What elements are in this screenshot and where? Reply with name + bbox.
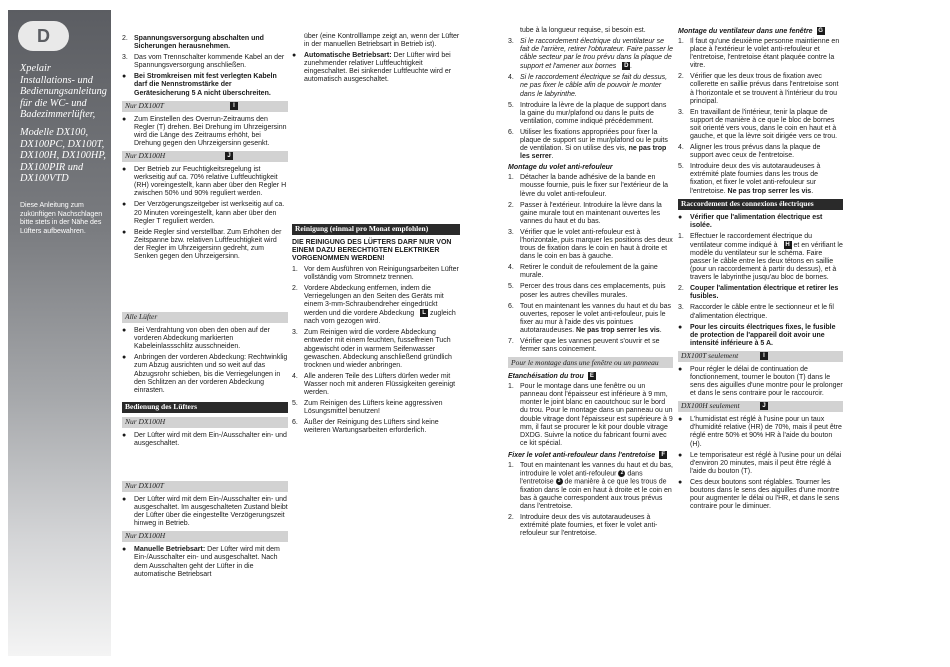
list-item: ● Der Verzögerungszeitgeber ist werkseitig auf ca. 20 Minuten voreingestellt, kann aber über den Regler T reguliert werden. bbox=[122, 201, 285, 225]
bullet-icon: ● bbox=[122, 166, 127, 174]
column-2 bbox=[292, 33, 460, 438]
list-item: ● Zum Einstellen des Overrun-Zeitraums den Regler (T) drehen. Bei Drehung im Uhrzeigersinn wird die Länge des Zeitraums erhöht, bei Drehung gegen den Uhrzeigersinn gesenkt. bbox=[122, 115, 287, 147]
figure-ref-icon: G bbox=[818, 28, 823, 34]
list-item: 3. Vérifier que le volet anti-refouleur est à l'horizontale, puis marquer les positions des deux trous de fixation dans le coin en haut à droite et dans le coin en bas à gauche. bbox=[508, 228, 673, 261]
sidebar-panel bbox=[8, 10, 111, 656]
list-item: 5. Introduire deux des vis autotaraudeuses à extrémité plate fournies dans les trous de fixation, et fixer le volet anti-refouleur sur l'entretoise. Ne pas trop serrer les vis. bbox=[678, 163, 821, 195]
column-4 bbox=[678, 27, 843, 514]
list-item: 2. Passer à l'extérieur. Introduire la lèvre dans la gaine murale tout en maintenant ouvertes les vannes du haut et du bas. bbox=[508, 201, 662, 225]
cleaning-warning: DIE REINIGUNG DES LÜFTERS DARF NUR VON EINEM DAZU BERECHTIGTEN ELEKTRIKER VORGENOMMEN WERDEN! bbox=[292, 238, 452, 262]
figure-ref-icon: H bbox=[785, 241, 790, 248]
list-item: ● Bei Verdrahtung von oben den oben auf der vorderen Abdeckung markierten Kabeleinlassschlitz ausschneiden. bbox=[122, 327, 270, 351]
list-item: ● Der Lüfter wird mit dem Ein-/Ausschalter ein- und ausgeschaltet. Im ausgeschalteten Zustand bleibt der Lüfter über die eingestellte Verzögerungszeit hinweg in Betrieb. bbox=[122, 496, 288, 528]
callout-3-icon: 3 bbox=[556, 478, 563, 485]
section-label-nur-dx100t: Nur DX100T I bbox=[122, 101, 288, 112]
keep-note: Diese Anleitung zum zukünftigen Nachschlagen bitte stets in der Nähe des Lüfters aufbewahren. bbox=[20, 202, 103, 235]
title-line: DX100H, DX100HP, bbox=[20, 150, 106, 162]
list-item: 4. Alle anderen Teile des Lüfters dürfen weder mit Wasser noch mit anderen Flüssigkeiten gereinigt werden. bbox=[292, 372, 456, 396]
section-label-dx100h-seulement: DX100H seulement J bbox=[678, 401, 843, 412]
subsection-title: Etanchéisation du trou E bbox=[508, 373, 594, 381]
bullet-icon: ● bbox=[678, 416, 683, 424]
list-item: ● Le temporisateur est réglé à l'usine pour un délai d'environ 20 minutes, mais il peut être réglé à l'aide du bouton (T). bbox=[678, 451, 842, 475]
section-label-nur-dx100h: Nur DX100H bbox=[122, 417, 288, 428]
list-item: ● Pour les circuits électriques fixes, le fusible de protection de l'appareil doit avoir une intensité inférieure à 5 A. bbox=[678, 323, 836, 347]
list-item: 3. Das vom Trennschalter kommende Kabel an der Spannungsversorgung anschließen. bbox=[122, 54, 285, 70]
section-label-nur-dx100t: Nur DX100T bbox=[122, 481, 288, 492]
bullet-icon: ● bbox=[678, 213, 683, 221]
list-item: ● Der Lüfter wird mit dem Ein-/Ausschalter ein- und ausgeschaltet. bbox=[122, 431, 287, 447]
list-item: 3. Zum Reinigen wird die vordere Abdeckung entweder mit einem feuchten, fusselfreien Tuch abgewischt oder in warmem Seifenwasser gewaschen. Abdeckung anschließend gründlich trocknen und wieder anbringen. bbox=[292, 329, 452, 369]
list-item: tube à la longueur requise, si besoin est. bbox=[520, 27, 646, 34]
title-line: Bedienungsanleitung bbox=[20, 86, 107, 98]
bullet-icon: ● bbox=[678, 323, 683, 331]
list-item: 4. Retirer le conduit de refoulement de la gaine murale. bbox=[508, 264, 658, 280]
section-label-fenetre: Pour le montage dans une fenêtre ou un panneau bbox=[508, 357, 673, 368]
figure-ref-icon: E bbox=[589, 373, 594, 380]
section-label-nur-dx100h: Nur DX100H bbox=[122, 531, 288, 542]
column-1 bbox=[122, 35, 288, 582]
backdraught-steps bbox=[508, 174, 673, 354]
list-item: ● L'humidistat est réglé à l'usine pour un taux d'humidité relative (HR) de 70%, mais il peut être réglé entre 50% et 90% HR à l'aide du bouton (H). bbox=[678, 416, 842, 448]
figure-ref-icon: I bbox=[230, 102, 238, 110]
bullet-icon: ● bbox=[122, 496, 127, 503]
list-item: über (eine Kontrolllampe zeigt an, wenn der Lüfter in der manuellen Betriebsart in Betrieb ist). bbox=[304, 33, 460, 49]
list-item: ● Beide Regler sind verstellbar. Zum Erhöhen der Zeitspanne bzw. relativen Luftfeuchtigkeit wird der Regler im Uhrzeigersinn gedreht, zum Senken gegen den Uhrzeigersinn. bbox=[122, 228, 282, 260]
list-item: ● Vérifier que l'alimentation électrique est isolée. bbox=[678, 213, 823, 229]
humidity-list bbox=[122, 166, 288, 261]
list-item: 1. Tout en maintenant les vannes du haut et du bas, introduire le volet anti-refouleur 2 dans l'entretoise 3 de manière à ce que les trous de fixation dans le coin en haut à droite et le coin en bas à gauche correspondent aux trous prévus dans l'entretoise. bbox=[508, 461, 673, 510]
bullet-icon: ● bbox=[122, 228, 127, 236]
list-item: 5. Percer des trous dans ces emplacements, puis poser les autres chevilles murales. bbox=[508, 283, 666, 299]
window-steps bbox=[678, 38, 843, 196]
section-header-raccordement: Raccordement des connexions électriques bbox=[678, 199, 843, 210]
title-line: Badezimmerlüfter, bbox=[20, 109, 96, 121]
list-item: 3. En travaillant de l'intérieur, tenir la plaque de support de manière à ce que le bloc de bornes soit orienté vers vous, dans le coin en haut et à gauche, et que la lèvre soit dirigée vers ce trou. bbox=[678, 108, 838, 140]
section-header-bedienung: Bedienung des Lüfters bbox=[122, 402, 288, 413]
list-item: 2. Couper l'alimentation électrique et retirer les fusibles. bbox=[678, 285, 839, 301]
list-item: 3. Raccorder le câble entre le sectionneur et le fil d'alimentation électrique. bbox=[678, 304, 834, 320]
bullet-icon: ● bbox=[678, 451, 683, 459]
list-item: ● Bei Stromkreisen mit fest verlegten Kabeln darf die Nennstromstärke der Gerätesicherung 5 A nicht überschreiten. bbox=[122, 73, 277, 97]
section-header-reinigung: Reinigung (einmal pro Monat empfohlen) bbox=[292, 224, 460, 235]
list-item: 1. Pour le montage dans une fenêtre ou un panneau dont l'épaisseur est inférieure à 9 mm, monter le joint blanc en caoutchouc sur le bord du trou. Pour le montage dans un panneau ou un double vitrage dont l'épaisseur est supérieure à 9 mm, il faut se procurer le kit pour double vitrage DXDG. Suivre la notice du fabricant fourni avec ce kit spécial. bbox=[508, 383, 673, 447]
cleaning-steps bbox=[292, 266, 460, 436]
power-steps bbox=[122, 35, 288, 98]
list-item: ● Anbringen der vorderen Abdeckung: Rechtwinklig zum Abzug ausrichten und so weit auf das Abzugsrohr schieben, bis die Verriegelungen in den Schlitzen an der vorderen Abdeckung einrasten. bbox=[122, 354, 288, 394]
list-item: ● Ces deux boutons sont réglables. Tourner les boutons dans le sens des aiguilles d'une montre pour augmenter le délai ou l'HR, et dans le sens contraire pour le diminuer. bbox=[678, 478, 840, 511]
title-line: Xpelair bbox=[20, 63, 51, 74]
callout-2-icon: 2 bbox=[618, 470, 625, 477]
list-item: 6. Äußer der Reinigung des Lüfters sind keine weiteren Wartungsarbeiten erforderlich. bbox=[292, 419, 439, 435]
list-item: 5. Zum Reinigen des Lüfters keine aggressiven Lösungsmittel benutzen! bbox=[292, 400, 443, 416]
list-item: ● Der Betrieb zur Feuchtigkeitsregelung ist werkseitig auf ca. 70% relative Luftfeuchtigkeit (RH) voreingestellt, kann aber über den Regler H zwischen 50% und 90% reguliert werden. bbox=[122, 166, 287, 198]
bullet-icon: ● bbox=[122, 546, 127, 554]
subsection-title: Fixer le volet anti-refouleur dans l'entretoise F bbox=[508, 451, 673, 460]
title-line: für die WC- und bbox=[20, 97, 87, 109]
list-item: 4. Aligner les trous prévus dans la plaque de support avec ceux de l'entretoise. bbox=[678, 144, 821, 160]
column-3 bbox=[508, 27, 673, 541]
list-item: 4. Si le raccordement électrique se fait du dessus, ne pas fixer le câble afin de pouvoir le monter dans le labyrinthe. bbox=[508, 74, 668, 98]
section-label-nur-dx100h: Nur DX100H J bbox=[122, 151, 288, 162]
list-item: ● Pour régler le délai de continuation de fonctionnement, tourner le bouton (T) dans le sens des aiguilles d'une montre pour le prolonger et dans le sens contraire pour le raccourcir. bbox=[678, 365, 843, 398]
list-item: ● Automatische Betriebsart: Der Lüfter wird bei zunehmender relativer Luftfeuchtigkeit eingeschaltet. Bei sinkender Luftfeuchte wird er automatisch ausgeschaltet. bbox=[292, 52, 452, 84]
title-line: Modelle DX100, bbox=[20, 126, 89, 138]
bullet-icon: ● bbox=[122, 73, 127, 81]
section-label-alle-lufter: Alle Lüfter bbox=[122, 312, 288, 323]
bullet-icon: ● bbox=[678, 478, 683, 486]
list-item: 2. Introduire deux des vis autotaraudeuses à extrémité plate fournies, et fixer le volet anti-refouleur sur l'entretoise. bbox=[508, 514, 658, 538]
figure-ref-icon: I bbox=[760, 352, 768, 360]
title-line: DX100VTD bbox=[20, 173, 69, 185]
bullet-icon: ● bbox=[122, 431, 127, 439]
bullet-icon: ● bbox=[678, 365, 683, 373]
bullet-icon: ● bbox=[122, 115, 127, 123]
list-item: 1. Effectuer le raccordement électrique du ventilateur comme indiqué à H et en vérifiant le modèle du ventilateur sur le schéma. Faire passer le câble entre les deux tétons en saillie (pour un raccordement à partir du dessus), et à travers le labyrinthe jusqu'au bloc de bornes. bbox=[678, 232, 843, 282]
figure-ref-icon: J bbox=[760, 402, 768, 410]
figure-ref-icon: F bbox=[659, 451, 667, 459]
list-item: 1. Détacher la bande adhésive de la bande en mousse fournie, puis le fixer sur l'extérieur de la lèvre du volet anti-refouleur. bbox=[508, 174, 669, 198]
language-badge: D bbox=[18, 21, 69, 51]
humidistat-list bbox=[678, 416, 843, 511]
list-item: ● Manuelle Betriebsart: Der Lüfter wird mit dem Ein-/Ausschalter ein- und ausgeschaltet. Nach dem Ausschalten geht der Lüfter in die automatische Betriebsart bbox=[122, 546, 280, 578]
list-item: 2. Vordere Abdeckung entfernen, indem die Verriegelungen an den Seiten des Geräts mit einem 3-mm-Schraubendreher eingedrückt werden und die vordere Abdeckung L zugleich nach vorn gezogen wird. bbox=[292, 285, 456, 326]
list-item: 1. Vor dem Ausführen von Reinigungsarbeiten Lüfter vollständig vom Stromnetz trennen. bbox=[292, 265, 459, 281]
document-title bbox=[20, 63, 120, 185]
bullet-icon: ● bbox=[122, 327, 127, 335]
title-line: Installations- und bbox=[20, 74, 93, 86]
all-fans-list bbox=[122, 327, 288, 395]
bullet-icon: ● bbox=[122, 201, 127, 209]
figure-ref-icon: D bbox=[624, 63, 629, 70]
title-line: DX100PC, DX100T, bbox=[20, 138, 105, 150]
list-item: 5. Introduire la lèvre de la plaque de support dans la gaine du mur/plafond ou dans le puits de ventilation, comme indiqué précédemment. bbox=[508, 101, 667, 125]
bullet-icon: ● bbox=[122, 354, 127, 362]
figure-ref-icon: J bbox=[225, 152, 233, 160]
list-item: 3. Si le raccordement électrique du ventilateur se fait de l'arrière, retirer l'obturateur. Faire passer le câble secteur par le trou prévu dans la plaque de support et l'amener aux bornes D . bbox=[508, 38, 673, 71]
subsection-title: Montage du volet anti-refouleur bbox=[508, 164, 613, 172]
install-steps bbox=[508, 38, 673, 161]
list-item: 2. Spannungsversorgung abschalten und Sicherungen herausnehmen. bbox=[122, 35, 264, 51]
title-line: DX100PIR und bbox=[20, 161, 84, 173]
wiring-steps bbox=[678, 214, 843, 348]
list-item: 1. Il faut qu'une deuxième personne maintienne en place à l'extérieur le volet anti-refouleur et l'entretoise, l'entretoise étant plaquée contre la vitre. bbox=[678, 37, 840, 70]
list-item: 2. Vérifier que les deux trous de fixation avec collerette en saillie prévus dans l'entretoise sont à l'horizontale et se trouvent à l'intérieur du trou principal. bbox=[678, 73, 839, 105]
subsection-title: Montage du ventilateur dans une fenêtre G bbox=[678, 27, 823, 35]
section-label-dx100t-seulement: DX100T seulement I bbox=[678, 351, 843, 362]
list-item: 7. Vérifier que les vannes peuvent s'ouvrir et se fermer sans coincement. bbox=[508, 338, 660, 354]
figure-ref-icon: L bbox=[420, 309, 428, 317]
list-item: 6. Tout en maintenant les vannes du haut et du bas ouvertes, reposer le volet anti-refouleur, puis le fixer au mur à l'aide des vis pointues autotaraudeuses. Ne pas trop serrer les vis. bbox=[508, 302, 671, 334]
list-item: 6. Utiliser les fixations appropriées pour fixer la plaque de support sur le mur/plafond ou le puits de ventilation. Si on utilise des vis, ne pas trop les serrer. bbox=[508, 128, 668, 161]
bullet-icon: ● bbox=[292, 52, 297, 60]
